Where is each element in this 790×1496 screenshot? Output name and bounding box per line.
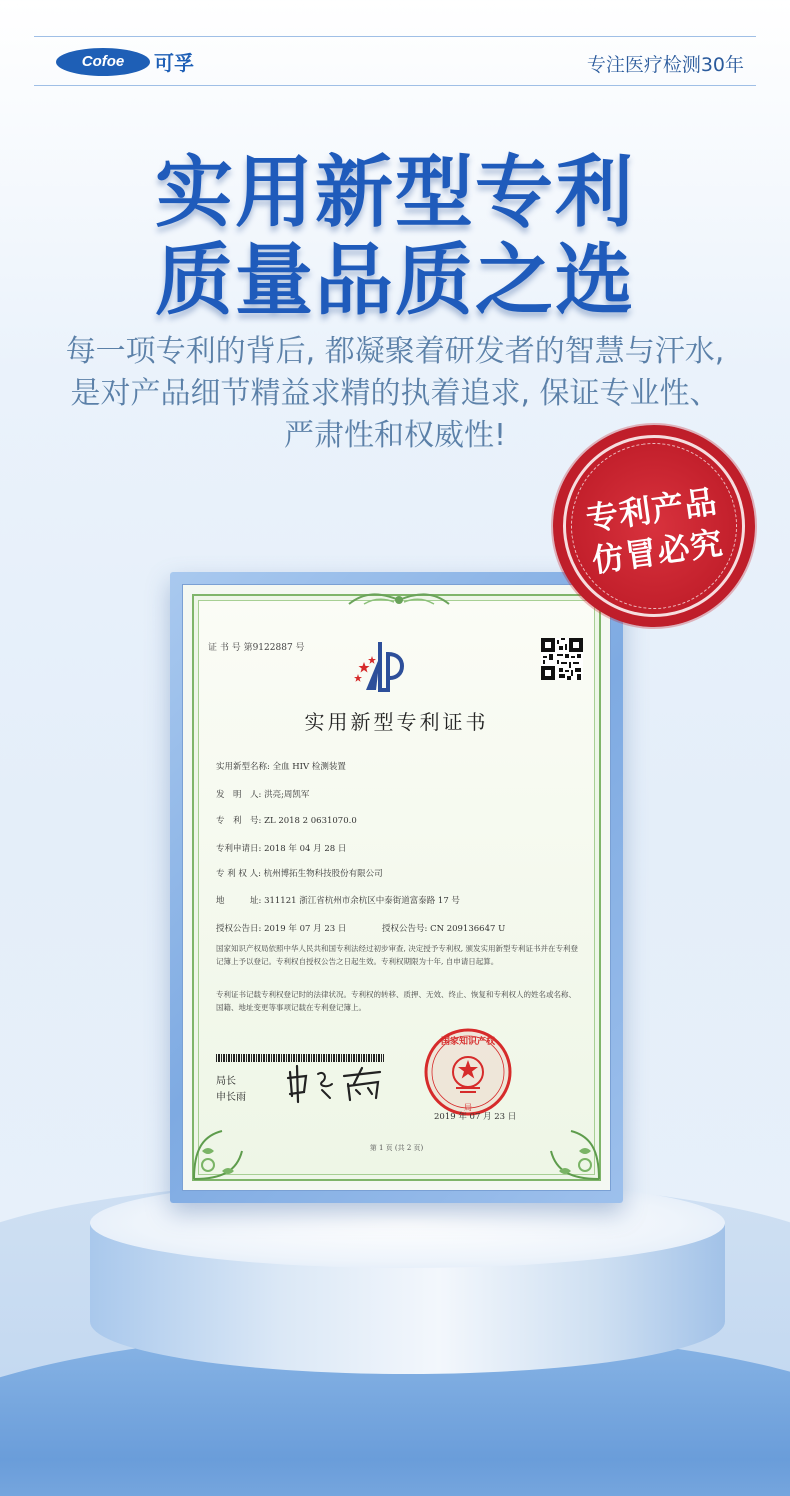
slogan: 专注医疗检测30年 bbox=[586, 54, 744, 76]
field-utility-model-name: 实用新型名称: 全血 HIV 检测装置 bbox=[216, 762, 346, 772]
logo-chinese: 可孚 bbox=[154, 51, 194, 75]
certificate-paragraph-1: 国家知识产权局依照中华人民共和国专利法经过初步审查, 决定授予专利权, 颁发实用新型专利证书并在专利登记簿上予以登记。专利权自授权公告之日起生效。专利权期限为十年, 自申请日起算。 bbox=[216, 944, 579, 966]
qr-code-icon bbox=[541, 638, 583, 680]
certificate-paragraph-2: 专利证书记载专利权登记时的法律状况。专利权的转移、质押、无效、终止、恢复和专利权人的姓名或名称、国籍、地址变更等事项记载在专利登记簿上。 bbox=[216, 990, 576, 1012]
certificate-frame bbox=[170, 572, 623, 1203]
signer-title: 局长 bbox=[216, 1076, 236, 1087]
patent-office-emblem-icon bbox=[352, 636, 412, 696]
brand-logo bbox=[56, 47, 194, 76]
svg-text:局: 局 bbox=[464, 1103, 472, 1112]
stamp-line2: 仿冒必究 bbox=[589, 523, 726, 580]
signer-name: 申长雨 bbox=[216, 1092, 246, 1103]
field-address: 地 址: 311121 浙江省杭州市余杭区中泰街道富泰路 17 号 bbox=[216, 896, 460, 906]
patent-certificate bbox=[192, 594, 601, 1181]
stamp-line1: 专利产品 bbox=[583, 482, 720, 539]
field-grant-date: 授权公告日: 2019 年 07 月 23 日 bbox=[216, 924, 347, 934]
description-line3: 严肃性和权威性! bbox=[283, 418, 507, 453]
field-filing-date: 专利申请日: 2018 年 04 月 28 日 bbox=[216, 844, 347, 854]
logo-badge: Cofoe bbox=[56, 48, 150, 76]
top-ornament-icon bbox=[344, 590, 454, 610]
description-line2: 是对产品细节精益求精的执着追求, 保证专业性、 bbox=[70, 376, 720, 411]
svg-text:国家知识产权: 国家知识产权 bbox=[440, 1037, 496, 1047]
headline-line1: 实用新型专利 bbox=[154, 148, 635, 238]
handwritten-signature bbox=[284, 1064, 394, 1104]
field-patent-number: 专 利 号: ZL 2018 2 0631070.0 bbox=[216, 816, 357, 826]
field-inventor: 发 明 人: 洪亮;周凯军 bbox=[216, 790, 310, 800]
page-number: 第 1 页 (共 2 页) bbox=[369, 1144, 424, 1152]
seal-date: 2019 年 07 月 23 日 bbox=[434, 1112, 517, 1122]
certificate-title: 实用新型专利证书 bbox=[304, 710, 489, 734]
headline-line2: 质量品质之选 bbox=[154, 236, 635, 326]
official-seal-stamp bbox=[422, 1026, 514, 1118]
field-patentee: 专 利 权 人: 杭州博拓生物科技股份有限公司 bbox=[216, 869, 383, 879]
field-grant-number: 授权公告号: CN 209136647 U bbox=[382, 924, 506, 934]
description-line1: 每一项专利的背后, 都凝聚着研发者的智慧与汗水, bbox=[65, 334, 725, 369]
barcode bbox=[216, 1054, 384, 1062]
certificate-number: 证 书 号 第9122887 号 bbox=[208, 643, 305, 653]
top-bar bbox=[34, 36, 756, 86]
